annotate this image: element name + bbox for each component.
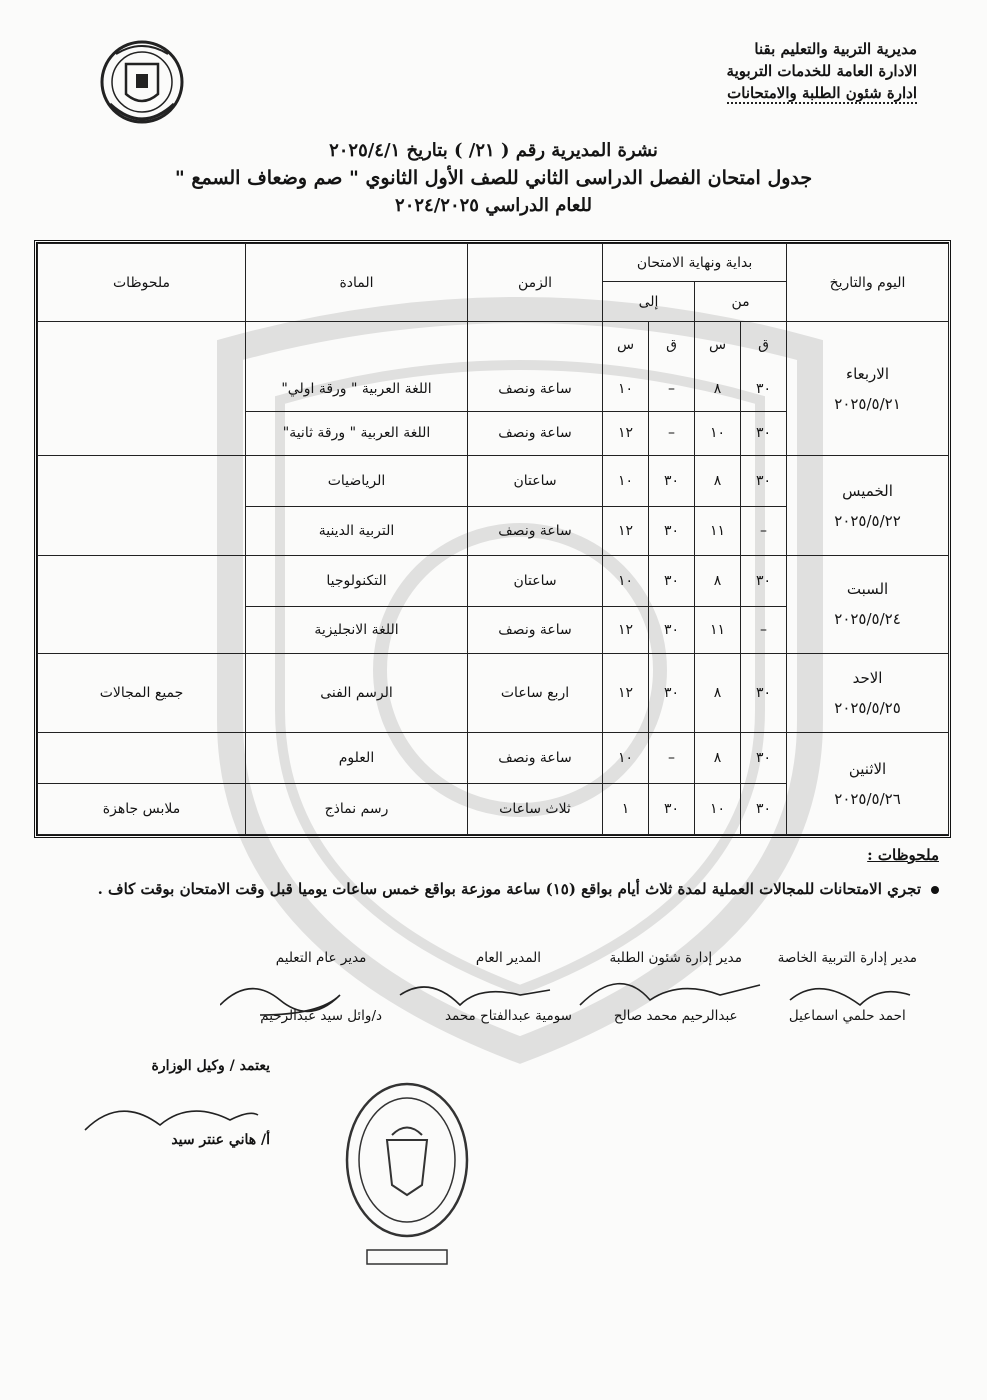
header-start-end: بداية ونهاية الامتحان	[603, 244, 787, 282]
header-notes: ملحوظات	[38, 244, 246, 322]
from-minute: ٣٠	[741, 556, 787, 607]
note-cell	[38, 556, 246, 654]
to-hour: ١٢	[603, 507, 649, 556]
table-row	[38, 653, 949, 732]
to-hour: ١٢	[603, 606, 649, 653]
signature-title: مدير إدارة التربية الخاصة	[777, 950, 917, 966]
header-day-date: اليوم والتاريخ	[787, 244, 949, 322]
subject-cell: اللغة العربية " ورقة ثانية"	[246, 411, 468, 456]
official-seal	[342, 1080, 472, 1275]
to-hour: ١٠	[603, 456, 649, 507]
from-hour: ٨	[695, 368, 741, 411]
day-date: ٢٠٢٥/٥/٢١	[834, 394, 901, 413]
duration-cell: ثلاث ساعات	[468, 784, 603, 835]
duration-cell: اربع ساعات	[468, 653, 603, 732]
signature-name: احمد حلمي اسماعيل	[788, 1008, 906, 1024]
blank-cell	[246, 322, 468, 369]
day-date: ٢٠٢٥/٥/٢٤	[834, 610, 901, 629]
from-minute: ٣٠	[741, 784, 787, 835]
subject-cell: اللغة الانجليزية	[246, 606, 468, 653]
to-hour: ١٢	[603, 653, 649, 732]
to-minute: –	[649, 368, 695, 411]
from-minute: –	[741, 507, 787, 556]
subject-cell: التكنولوجيا	[246, 556, 468, 607]
header-line-1: مديرية التربية والتعليم بقنا	[754, 40, 917, 58]
table-row	[38, 733, 949, 784]
from-hour: ٨	[695, 456, 741, 507]
note-item	[39, 874, 939, 904]
to-minute: –	[649, 733, 695, 784]
signature-name: عبدالرحيم محمد صالح	[613, 1008, 738, 1024]
header-line-3: ادارة شئون الطلبة والامتحانات	[727, 84, 917, 102]
duration-cell: ساعة ونصف	[468, 733, 603, 784]
from-minute: ٣٠	[741, 733, 787, 784]
unit-hour: س	[695, 322, 741, 369]
day-name: الاثنين	[848, 759, 887, 778]
issuer-header	[727, 38, 917, 104]
signature-name: د/وائل سيد عبدالرحيم	[260, 1008, 382, 1024]
note-cell	[38, 322, 246, 456]
exam-schedule-table	[34, 240, 951, 838]
to-minute: ٣٠	[649, 653, 695, 732]
approval-signature	[80, 1090, 260, 1140]
day-name: الاحد	[852, 668, 883, 687]
header-from: من	[695, 282, 787, 322]
to-minute: ٣٠	[649, 784, 695, 835]
notes-section	[39, 846, 939, 904]
day-name: الاربعاء	[846, 364, 890, 383]
directorate-logo	[96, 34, 188, 134]
to-minute: ٣٠	[649, 606, 695, 653]
bullet-icon	[931, 886, 939, 894]
approval-name: أ/ هاني عنتر سيد	[171, 1132, 270, 1148]
from-hour: ٨	[695, 733, 741, 784]
subject-cell: العلوم	[246, 733, 468, 784]
subject-cell: الرياضيات	[246, 456, 468, 507]
note-cell: جميع المجالات	[38, 653, 246, 732]
day-date: ٢٠٢٥/٥/٢٢	[834, 511, 901, 530]
day-cell-monday	[787, 733, 949, 835]
unit-minute: ق	[649, 322, 695, 369]
bulletin-title: نشرة المديرية رقم ( ٢١/ ) بتاريخ ٢٠٢٥/٤/١	[329, 140, 658, 161]
to-hour: ١٠	[603, 556, 649, 607]
day-cell-wednesday	[787, 322, 949, 456]
to-minute: ٣٠	[649, 456, 695, 507]
from-hour: ٨	[695, 556, 741, 607]
duration-cell: ساعة ونصف	[468, 368, 603, 411]
to-minute: ٣٠	[649, 507, 695, 556]
duration-cell: ساعتان	[468, 556, 603, 607]
to-hour: ١٠	[603, 733, 649, 784]
notes-heading: ملحوظات :	[867, 846, 939, 864]
unit-hour: س	[603, 322, 649, 369]
day-cell-saturday	[787, 556, 949, 654]
subject-cell: اللغة العربية " ورقة اولي"	[246, 368, 468, 411]
duration-cell: ساعتان	[468, 456, 603, 507]
subject-cell: الرسم الفنى	[246, 653, 468, 732]
from-minute: ٣٠	[741, 368, 787, 411]
day-date: ٢٠٢٥/٥/٢٥	[834, 698, 901, 717]
day-cell-thursday	[787, 456, 949, 556]
from-hour: ١٠	[695, 411, 741, 456]
note-cell	[38, 456, 246, 556]
blank-cell	[468, 322, 603, 369]
header-duration: الزمن	[468, 244, 603, 322]
duration-cell: ساعة ونصف	[468, 606, 603, 653]
duration-cell: ساعة ونصف	[468, 411, 603, 456]
note-cell	[38, 733, 246, 784]
duration-cell: ساعة ونصف	[468, 507, 603, 556]
header-subject: المادة	[246, 244, 468, 322]
header-to: إلى	[603, 282, 695, 322]
to-hour: ١	[603, 784, 649, 835]
day-date: ٢٠٢٥/٥/٢٦	[834, 789, 901, 808]
from-hour: ١٠	[695, 784, 741, 835]
unit-minute: ق	[741, 322, 787, 369]
signature-name: سومية عبدالفتاح محمد	[444, 1008, 572, 1024]
from-hour: ١١	[695, 606, 741, 653]
signature-title: مدير إدارة شئون الطلبة	[609, 950, 742, 966]
to-hour: ١٢	[603, 411, 649, 456]
to-minute: –	[649, 411, 695, 456]
from-hour: ١١	[695, 507, 741, 556]
approval-title: يعتمد / وكيل الوزارة	[151, 1058, 270, 1074]
from-minute: –	[741, 606, 787, 653]
day-name: السبت	[846, 580, 889, 599]
signature-title: المدير العام	[475, 950, 542, 966]
from-hour: ٨	[695, 653, 741, 732]
from-minute: ٣٠	[741, 653, 787, 732]
note-item-text: تجري الامتحانات للمجالات العملية لمدة ثلاث أيام بواقع (١٥) ساعة موزعة بواقع خمس ساعات يوميا قبل وقت الامتحان بوقت كاف .	[97, 880, 921, 898]
table-row	[38, 556, 949, 607]
subject-cell: رسم نماذج	[246, 784, 468, 835]
subject-cell: التربية الدينية	[246, 507, 468, 556]
schedule-title: جدول امتحان الفصل الدراسى الثاني للصف الأول الثانوي " صم وضعاف السمع "	[174, 167, 813, 189]
table-row	[38, 456, 949, 507]
to-minute: ٣٠	[649, 556, 695, 607]
day-cell-sunday	[787, 653, 949, 732]
academic-year: للعام الدراسي ٢٠٢٤/٢٠٢٥	[395, 195, 592, 216]
header-line-2: الادارة العامة للخدمات التربوية	[726, 62, 917, 80]
document-titles	[0, 140, 987, 216]
from-minute: ٣٠	[741, 456, 787, 507]
handwritten-signatures	[220, 965, 920, 1025]
signature-title: مدير عام التعليم	[275, 950, 367, 966]
day-name: الخميس	[842, 481, 893, 500]
to-hour: ١٠	[603, 368, 649, 411]
note-cell: ملابس جاهزة	[38, 784, 246, 835]
from-minute: ٣٠	[741, 411, 787, 456]
